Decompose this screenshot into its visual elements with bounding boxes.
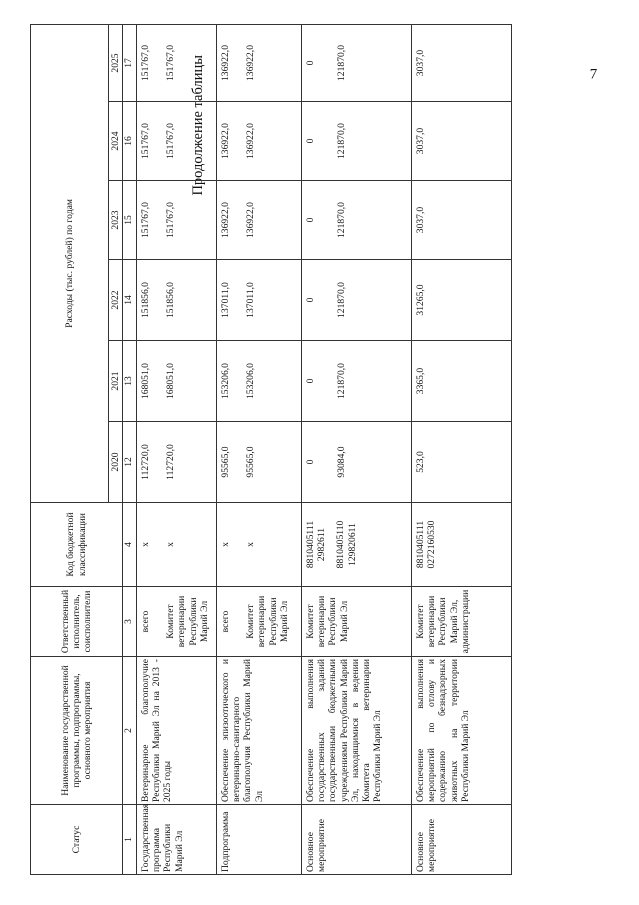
code-cell [302,503,412,587]
value-line: 523,0 [415,451,427,473]
value-line: 136922,0 [245,202,257,238]
name-cell: Ветеринарное благополучие Республики Марий Эл на 2013 - 2025 годы [137,657,217,805]
executor-line: Комитет ветеринарии Республики Марий Эл [305,595,350,648]
value-line: 3037,0 [415,49,427,77]
value-cell [302,181,412,260]
year-header: 2021 [109,341,123,422]
header-executor: Ответственный исполнитель, соисполнители [31,587,123,657]
code-cell [137,503,217,587]
column-number: 1 [123,805,137,875]
table-row [412,24,512,874]
executor-line: Комитет ветеринарии Республики Марий Эл [165,595,210,648]
value-cell [302,102,412,181]
value-line: 151767,0 [140,202,152,238]
value-line: 153206,0 [220,363,232,399]
page-number: 7 [589,66,598,83]
continuation-label: Продолжение таблицы [190,55,206,196]
column-number: 16 [123,102,137,181]
value-line: 137011,0 [220,282,232,318]
value-cell [412,422,512,503]
value-line: 3365,0 [415,367,427,395]
header-code: Код бюджетной классификации [31,503,123,587]
value-cell [217,181,302,260]
value-line: 0 [305,459,317,465]
value-line: 151767,0 [165,202,177,238]
value-line: 112720,0 [140,444,152,480]
value-line: 121870,0 [336,282,348,318]
value-cell [412,260,512,341]
value-line: 3037,0 [415,206,427,234]
year-header: 2022 [109,260,123,341]
executor-line: всего [220,610,232,633]
value-line: 151856,0 [165,282,177,318]
code-line: х [140,542,152,547]
value-line: 0 [305,60,317,66]
code-line: х [220,542,232,547]
value-line: 121870,0 [336,202,348,238]
executor-cell [137,587,217,657]
column-number: 17 [123,24,137,101]
value-line: 121870,0 [336,363,348,399]
column-number: 15 [123,181,137,260]
year-header: 2025 [109,24,123,101]
value-cell [412,181,512,260]
executor-line: всего [140,610,152,633]
code-line: 8810405111 0272160530 [415,520,438,569]
executor-cell [302,587,412,657]
column-number: 4 [123,503,137,587]
name-cell: Обеспечение выполнения государственных заданий государственными бюджетными учреждениями Республики Марий Эл, находящимися в ведении Комитета ветеринарии Республики Марий Эл [302,657,412,805]
value-cell [412,24,512,101]
table-row [302,24,412,874]
value-cell [137,24,217,101]
value-cell [137,102,217,181]
code-line: 8810405111 2982611 [305,520,328,569]
year-header: 2024 [109,102,123,181]
value-cell [217,341,302,422]
column-number: 13 [123,341,137,422]
value-line: 151767,0 [140,123,152,159]
value-cell [217,422,302,503]
value-line: 121870,0 [336,123,348,159]
budget-table [30,24,512,875]
value-cell [302,422,412,503]
value-line: 93084,0 [336,446,348,478]
rotated-page [30,25,610,875]
status-cell: Основное мероприятие [302,805,412,875]
value-line: 151856,0 [140,282,152,318]
value-line: 136922,0 [245,45,257,81]
value-line: 0 [305,297,317,303]
name-cell: Обеспечение выполнения мероприятий по отлову и содержанию безнадзорных животных на территории Республики Марий Эл [412,657,512,805]
value-cell [217,102,302,181]
executor-line: Комитет ветеринарии Республики Марий Эл [245,595,290,648]
table-row [137,24,217,874]
value-line: 136922,0 [220,202,232,238]
value-line: 151767,0 [165,123,177,159]
value-cell [137,181,217,260]
value-cell [412,102,512,181]
code-line: 8810405110 129820611 [335,520,358,569]
value-line: 95565,0 [245,446,257,478]
code-cell [412,503,512,587]
code-cell [217,503,302,587]
header-expenses: Расходы (тыс. рублей) по годам [31,24,109,502]
value-line: 0 [305,217,317,223]
value-line: 112720,0 [165,444,177,480]
column-number: 12 [123,422,137,503]
value-line: 168051,0 [165,363,177,399]
value-line: 0 [305,138,317,144]
status-cell: Государственная программа Республики Марий Эл [137,805,217,875]
value-line: 121870,0 [336,45,348,81]
name-cell: Обеспечение эпизоотического и ветеринарно-санитарного благополучия Республики Марий Эл [217,657,302,805]
value-cell [217,260,302,341]
value-line: 0 [305,378,317,384]
executor-cell [412,587,512,657]
table-row [217,24,302,874]
value-line: 151767,0 [140,45,152,81]
value-cell [137,260,217,341]
value-cell [412,341,512,422]
executor-cell [217,587,302,657]
value-line: 136922,0 [245,123,257,159]
value-line: 136922,0 [220,123,232,159]
value-cell [302,24,412,101]
value-line: 153206,0 [245,363,257,399]
value-line: 136922,0 [220,45,232,81]
value-line: 168051,0 [140,363,152,399]
column-number: 2 [123,657,137,805]
value-line: 137011,0 [245,282,257,318]
executor-line: Комитет ветеринарии Республики Марий Эл, администрации [415,589,471,654]
code-line: х [165,542,177,547]
value-line: 95565,0 [220,446,232,478]
code-line: х [245,542,257,547]
header-name: Наименование государственной программы, подпрограммы, основного мероприятия [31,657,123,805]
value-cell [217,24,302,101]
value-cell [137,341,217,422]
value-cell [137,422,217,503]
column-number: 3 [123,587,137,657]
status-cell: Основное мероприятие [412,805,512,875]
value-line: 31265,0 [415,284,427,316]
column-number: 14 [123,260,137,341]
year-header: 2020 [109,422,123,503]
value-line: 151767,0 [165,45,177,81]
status-cell: Подпрограмма [217,805,302,875]
value-cell [302,341,412,422]
header-status: Статус [31,805,123,875]
value-cell [302,260,412,341]
value-line: 3037,0 [415,127,427,155]
year-header: 2023 [109,181,123,260]
